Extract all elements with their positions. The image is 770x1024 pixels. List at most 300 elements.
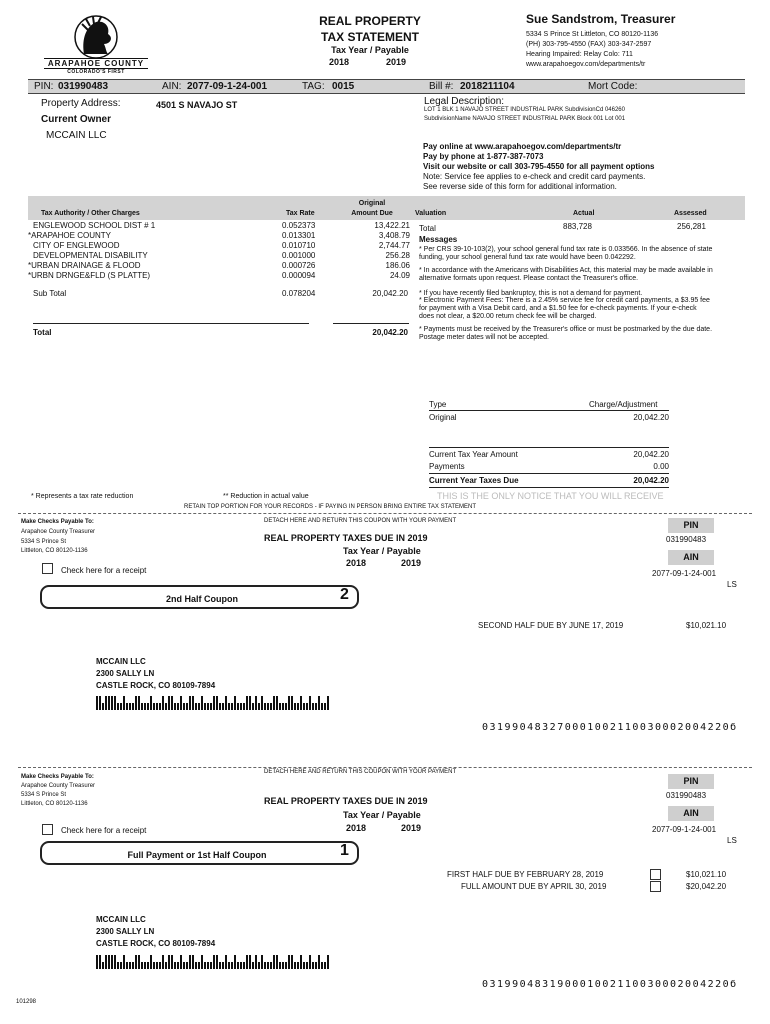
pin-value: 031990483: [58, 81, 109, 92]
barcode-bar: [267, 962, 269, 969]
payments-label: Payments: [429, 462, 465, 471]
tax-authority: *URBN DRNGE&FLD (S PLATTE): [28, 271, 151, 280]
coupon1-receipt-label: Check here for a receipt: [61, 826, 147, 835]
subtotal-rate: 0.078204: [282, 289, 316, 298]
coupon2-pin: 031990483: [666, 535, 707, 544]
total-amount: 20,042.20: [372, 328, 408, 337]
valuation-assessed: 256,281: [677, 222, 706, 231]
barcode-bar: [198, 962, 200, 969]
coupon1-mail-street: 2300 SALLY LN: [96, 927, 155, 936]
barcode-bar: [204, 703, 206, 710]
coupon2-payable-2: 5334 S Prince St: [21, 539, 67, 545]
barcode-bar: [102, 962, 104, 969]
barcode-bar: [117, 962, 119, 969]
barcode-bar: [279, 962, 281, 969]
actual-header: Actual: [573, 210, 595, 217]
barcode-bar: [159, 703, 161, 710]
tax-row: [28, 271, 413, 281]
bill-label: Bill #:: [429, 81, 454, 92]
coupon1-number: 1: [340, 842, 349, 859]
barcode-bar: [132, 962, 134, 969]
barcode-bar: [210, 962, 212, 969]
tax-year-label: Tax Year / Payable: [331, 45, 409, 55]
barcode-bar: [201, 696, 203, 710]
barcode-bar: [318, 696, 320, 710]
barcode-bar: [141, 962, 143, 969]
barcode-bar: [174, 703, 176, 710]
barcode-bar: [99, 696, 101, 710]
barcode-bar: [312, 703, 314, 710]
coupon2-ain: 2077-09-1-24-001: [652, 569, 717, 578]
messages-label: Messages: [419, 235, 458, 244]
total-label: Total: [33, 328, 52, 337]
barcode-bar: [285, 962, 287, 969]
coupon1-ain-label: AIN: [668, 806, 714, 821]
tax-authority: CITY OF ENGLEWOOD: [33, 241, 120, 250]
barcode-bar: [282, 703, 284, 710]
ain-label: AIN:: [162, 81, 182, 92]
tax-rate: 0.013301: [282, 231, 316, 240]
coupon1-tax-year-label: Tax Year / Payable: [343, 810, 421, 820]
county-logo-sub: COLORADO'S FIRST: [67, 69, 125, 75]
barcode-bar: [258, 962, 260, 969]
coupon2-number: 2: [340, 586, 349, 603]
barcode-bar: [312, 962, 314, 969]
tax-row: [28, 221, 413, 231]
subtotal-label: Sub Total: [33, 289, 67, 298]
barcode-bar: [288, 696, 290, 710]
barcode-bar: [105, 955, 107, 969]
message-electronic-fees: * Electronic Payment Fees: There is a 2.45% service fee for credit card payments, a $3.95 fee for payment with a Visa Debit card, and a $1.50 fee for e-check payments. If your e-check does not clear, a $20.00 return check fee will be charged.: [419, 297, 710, 320]
barcode-bar: [327, 696, 329, 710]
due-divider: [429, 473, 669, 474]
coupon2-mail-city: CASTLE ROCK, CO 80109-7894: [96, 681, 216, 690]
barcode-bar: [231, 962, 233, 969]
barcode-bar: [192, 696, 194, 710]
barcode-bar: [216, 696, 218, 710]
barcode-bar: [252, 703, 254, 710]
barcode-bar: [129, 703, 131, 710]
mort-code-label: Mort Code:: [588, 81, 638, 92]
barcode-bar: [225, 955, 227, 969]
county-logo-text: ARAPAHOE COUNTY: [44, 58, 148, 69]
barcode-bar: [135, 955, 137, 969]
barcode-bar: [162, 955, 164, 969]
barcode-bar: [105, 696, 107, 710]
barcode-bar: [165, 703, 167, 710]
tax-authority: DEVELOPMENTAL DISABILITY: [33, 251, 148, 260]
tax-amount: 186.06: [385, 261, 410, 270]
barcode-bar: [210, 703, 212, 710]
coupon2-receipt-label: Check here for a receipt: [61, 566, 147, 575]
coupon1-due-title: REAL PROPERTY TAXES DUE IN 2019: [264, 796, 428, 806]
barcode-bar: [168, 696, 170, 710]
coupon1-payable-3: Littleton, CO 80120-1136: [21, 801, 88, 807]
amount-header: Amount Due: [351, 210, 393, 217]
barcode-bar: [114, 696, 116, 710]
barcode-bar: [183, 703, 185, 710]
message-postmark: * Payments must be received by the Treasurer's office or must be postmarked by the due date. Postage meter dates will not be accepted.: [419, 326, 713, 341]
county-seal-icon: [44, 14, 148, 60]
coupon1-payable-2: 5334 S Prince St: [21, 792, 67, 798]
coupon2-tax-year: 2018: [346, 558, 367, 568]
barcode-bar: [108, 955, 110, 969]
treasurer-phone: (PH) 303-795-4550 (FAX) 303-347-2597: [526, 41, 652, 48]
barcode-bar: [123, 696, 125, 710]
tax-authority: ENGLEWOOD SCHOOL DIST # 1: [33, 221, 156, 230]
tax-amount: 2,744.77: [378, 241, 410, 250]
message-school-rate: * Per CRS 39-10-103(2), your school general fund tax rate is 0.033566. In the absence of state funding, your school general fund tax rate would have been 0.042292.: [419, 246, 713, 261]
coupon2-label: 2nd Half Coupon: [166, 594, 238, 604]
barcode-bar: [324, 703, 326, 710]
subtotal-amount: 20,042.20: [372, 289, 408, 298]
barcode-bar: [186, 703, 188, 710]
message-bankruptcy: * If you have recently filed bankruptcy, this is not a demand for payment.: [419, 290, 643, 297]
barcode-bar: [195, 962, 197, 969]
barcode-bar: [264, 703, 266, 710]
barcode-bar: [153, 962, 155, 969]
barcode-bar: [234, 696, 236, 710]
barcode-bar: [222, 962, 224, 969]
coupon2-ain-label: AIN: [668, 550, 714, 565]
tax-year: 2018: [329, 57, 350, 67]
barcode-bar: [309, 955, 311, 969]
coupon1-mail-city: CASTLE ROCK, CO 80109-7894: [96, 939, 216, 948]
coupon2-code: LS: [727, 580, 737, 589]
charge-type-label: Type: [429, 400, 447, 409]
barcode-bar: [306, 703, 308, 710]
barcode-bar: [276, 696, 278, 710]
barcode-bar: [315, 703, 317, 710]
barcode-bar: [144, 703, 146, 710]
amount-header-top: Original: [358, 200, 386, 207]
ain-value: 2077-09-1-24-001: [187, 81, 268, 92]
barcode-bar: [153, 703, 155, 710]
barcode-bar: [138, 696, 140, 710]
barcode-bar: [189, 696, 191, 710]
coupon1-label: Full Payment or 1st Half Coupon: [127, 850, 267, 860]
barcode-bar: [135, 696, 137, 710]
barcode-bar: [180, 696, 182, 710]
treasurer-address: 5334 S Prince St Littleton, CO 80120-1136: [526, 31, 659, 38]
coupon1-first-half-checkbox[interactable]: [650, 869, 661, 880]
coupon1-tax-year: 2018: [346, 823, 367, 833]
barcode-bar: [240, 962, 242, 969]
pin-label: PIN:: [34, 81, 54, 92]
statement-title-1: REAL PROPERTY: [319, 14, 421, 28]
barcode-bar: [270, 703, 272, 710]
barcode-bar: [126, 962, 128, 969]
coupon1-payable-year: 2019: [401, 823, 422, 833]
tax-row: [28, 251, 413, 261]
legal-description-1: LOT 1 BLK 1 NAVAJO STREET INDUSTRIAL PARK SubdivisionCd 046260: [424, 107, 625, 113]
tax-amount: 3,408.79: [378, 231, 410, 240]
coupon1-full-checkbox[interactable]: [650, 881, 661, 892]
barcode-bar: [285, 703, 287, 710]
barcode-bar: [258, 703, 260, 710]
coupon1-scanline: 031990483190001002110030002004220б: [482, 979, 738, 990]
coupon1-pin: 031990483: [666, 791, 707, 800]
tax-rate: 0.001000: [282, 251, 316, 260]
barcode-bar: [270, 962, 272, 969]
barcode-bar: [195, 703, 197, 710]
coupon1-first-half-due: FIRST HALF DUE BY FEBRUARY 28, 2019: [447, 870, 604, 879]
coupon2-due-title: REAL PROPERTY TAXES DUE IN 2019: [264, 533, 428, 543]
assessed-header: Assessed: [674, 210, 707, 217]
coupon1-payable-label: Make Checks Payable To:: [21, 774, 94, 780]
barcode-bar: [99, 955, 101, 969]
coupon2-receipt-checkbox[interactable]: [42, 563, 53, 574]
treasurer-web[interactable]: www.arapahoegov.com/departments/tr: [526, 61, 646, 68]
coupon1-code: LS: [727, 836, 737, 845]
coupon1-full-due: FULL AMOUNT DUE BY APRIL 30, 2019: [461, 882, 607, 891]
barcode-bar: [264, 962, 266, 969]
barcode-bar: [114, 955, 116, 969]
tax-amount: 24.09: [389, 271, 410, 280]
barcode-bar: [180, 955, 182, 969]
barcode-bar: [291, 696, 293, 710]
barcode-bar: [273, 696, 275, 710]
legal-description-2: SubdivisionName NAVAJO STREET INDUSTRIAL PARK Block 001 Lot 001: [424, 116, 626, 122]
charge-adjustment-label: Charge/Adjustment: [589, 400, 658, 409]
barcode-bar: [294, 962, 296, 969]
form-number: 101298: [16, 999, 37, 1005]
barcode-bar: [171, 696, 173, 710]
barcode-bar: [96, 955, 98, 969]
tax-row: [28, 231, 413, 241]
barcode-bar: [171, 955, 173, 969]
tag-label: TAG:: [302, 81, 325, 92]
coupon2-payable-1: Arapahoe County Treasurer: [21, 529, 96, 535]
barcode-bar: [162, 696, 164, 710]
barcode-bar: [237, 962, 239, 969]
barcode-bar: [150, 955, 152, 969]
barcode-bar: [288, 955, 290, 969]
barcode-bar: [120, 962, 122, 969]
barcode-bar: [273, 955, 275, 969]
tax-amount: 13,422.21: [374, 221, 410, 230]
barcode-bar: [315, 962, 317, 969]
barcode-bar: [306, 962, 308, 969]
barcode-bar: [219, 962, 221, 969]
barcode-bar: [177, 962, 179, 969]
barcode-bar: [324, 962, 326, 969]
reverse-side-note: See reverse side of this form for additional information.: [423, 182, 617, 191]
authority-header: Tax Authority / Other Charges: [41, 210, 140, 217]
barcode-bar: [177, 703, 179, 710]
coupon2-detach-text: DETACH HERE AND RETURN THIS COUPON WITH YOUR PAYMENT: [264, 518, 457, 524]
barcode-bar: [279, 703, 281, 710]
treasurer-name: Sue Sandstrom, Treasurer: [526, 12, 676, 26]
barcode-bar: [231, 703, 233, 710]
current-amount-divider: [429, 447, 669, 448]
barcode-bar: [111, 696, 113, 710]
total-divider-left: [33, 323, 309, 324]
current-taxes-due-label: Current Year Taxes Due: [429, 476, 519, 485]
coupon2-mail-name: MCCAIN LLC: [96, 657, 146, 666]
coupon2-payable-label: Make Checks Payable To:: [21, 519, 94, 525]
barcode-bar: [102, 703, 104, 710]
tax-amount: 256.28: [385, 251, 410, 260]
rate-reduction-note: * Represents a tax rate reduction: [31, 493, 134, 500]
charge-original-label: Original: [429, 413, 457, 422]
coupon2-tax-year-label: Tax Year / Payable: [343, 546, 421, 556]
barcode-bar: [261, 955, 263, 969]
barcode-bar: [96, 696, 98, 710]
treasurer-hearing: Hearing Impaired: Relay Colo: 711: [526, 51, 633, 58]
valuation-header: Valuation: [415, 210, 447, 217]
coupon1-payable-1: Arapahoe County Treasurer: [21, 783, 96, 789]
barcode-bar: [204, 962, 206, 969]
tax-authority: *URBAN DRAINAGE & FLOOD: [28, 261, 141, 270]
coupon2-pin-label: PIN: [668, 518, 714, 533]
barcode-bar: [111, 955, 113, 969]
pay-phone: Pay by phone at 1-877-387-7073: [423, 152, 544, 161]
detach-line-1: [18, 513, 752, 514]
barcode-bar: [141, 703, 143, 710]
barcode-bar: [138, 955, 140, 969]
current-tax-year-amount: 20,042.20: [633, 450, 669, 459]
tax-rows: [28, 221, 413, 283]
property-address: 4501 S NAVAJO ST: [156, 100, 238, 110]
barcode-bar: [228, 962, 230, 969]
barcode-bar: [168, 955, 170, 969]
current-taxes-due-amount: 20,042.20: [633, 476, 669, 485]
barcode-bar: [276, 955, 278, 969]
barcode-bar: [234, 955, 236, 969]
barcode-bar: [255, 955, 257, 969]
tag-value: 0015: [332, 81, 355, 92]
only-notice: THIS IS THE ONLY NOTICE THAT YOU WILL RECEIVE: [437, 491, 664, 501]
barcode-bar: [303, 703, 305, 710]
barcode-bar: [297, 703, 299, 710]
barcode-bar: [207, 962, 209, 969]
bill-value: 2018211104: [460, 81, 515, 92]
coupon1-ain: 2077-09-1-24-001: [652, 825, 717, 834]
barcode-bar: [150, 696, 152, 710]
barcode-bar: [297, 962, 299, 969]
barcode-bar: [132, 703, 134, 710]
barcode-bar: [225, 696, 227, 710]
barcode-bar: [183, 962, 185, 969]
barcode-bar: [249, 955, 251, 969]
coupon2-postal-barcode: [96, 696, 329, 710]
barcode-bar: [216, 955, 218, 969]
tax-rate: 0.000094: [282, 271, 316, 280]
tax-rate: 0.000726: [282, 261, 316, 270]
barcode-bar: [156, 703, 158, 710]
legal-description-label: Legal Description:: [424, 96, 505, 107]
current-tax-year-label: Current Tax Year Amount: [429, 450, 518, 459]
barcode-bar: [237, 703, 239, 710]
payable-year: 2019: [386, 57, 407, 67]
barcode-bar: [186, 962, 188, 969]
barcode-bar: [267, 703, 269, 710]
barcode-bar: [303, 962, 305, 969]
message-ada: * In accordance with the Americans with Disabilities Act, this material may be made available in alternative formats upon request. Please contact the Treasurer's office.: [419, 267, 713, 282]
current-owner-label: Current Owner: [41, 114, 112, 125]
barcode-bar: [165, 962, 167, 969]
barcode-bar: [219, 703, 221, 710]
barcode-bar: [294, 703, 296, 710]
barcode-bar: [159, 962, 161, 969]
barcode-bar: [174, 962, 176, 969]
coupon1-receipt-checkbox[interactable]: [42, 824, 53, 835]
barcode-bar: [117, 703, 119, 710]
barcode-bar: [201, 955, 203, 969]
barcode-bar: [309, 696, 311, 710]
visit-website: Visit our website or call 303-795-4550 for all payment options: [423, 162, 655, 171]
barcode-bar: [252, 962, 254, 969]
county-logo: [44, 14, 148, 76]
total-divider-right: [333, 323, 409, 324]
barcode-bar: [243, 962, 245, 969]
coupon2-payable-3: Littleton, CO 80120-1136: [21, 548, 88, 554]
detach-line-2: [18, 767, 752, 768]
barcode-bar: [318, 955, 320, 969]
barcode-bar: [147, 962, 149, 969]
due-divider-bottom: [429, 487, 669, 488]
coupon1-pin-label: PIN: [668, 774, 714, 789]
coupon1-full-amount: $20,042.20: [686, 882, 727, 891]
property-address-label: Property Address:: [41, 98, 121, 109]
charge-original-amount: 20,042.20: [633, 413, 669, 422]
coupon2-due-line: SECOND HALF DUE BY JUNE 17, 2019: [478, 621, 624, 630]
barcode-bar: [321, 962, 323, 969]
barcode-bar: [129, 962, 131, 969]
tax-authority: *ARAPAHOE COUNTY: [28, 231, 111, 240]
barcode-bar: [222, 703, 224, 710]
tax-rate: 0.010710: [282, 241, 316, 250]
barcode-bar: [327, 955, 329, 969]
barcode-bar: [246, 696, 248, 710]
barcode-bar: [291, 955, 293, 969]
coupon2-payable-year: 2019: [401, 558, 422, 568]
coupon1-first-half-amount: $10,021.10: [686, 870, 727, 879]
retain-top-portion: RETAIN TOP PORTION FOR YOUR RECORDS - IF PAYING IN PERSON BRING ENTIRE TAX STATEMENT: [184, 504, 477, 510]
coupon2-due-amount: $10,021.10: [686, 621, 727, 630]
valuation-actual: 883,728: [563, 222, 592, 231]
rate-header: Tax Rate: [286, 210, 315, 217]
tax-rate: 0.052373: [282, 221, 316, 230]
barcode-bar: [243, 703, 245, 710]
barcode-bar: [261, 696, 263, 710]
coupon1-mail-name: MCCAIN LLC: [96, 915, 146, 924]
actual-reduction-note: ** Reduction in actual value: [223, 493, 309, 500]
barcode-bar: [321, 703, 323, 710]
coupon1-postal-barcode: [96, 955, 329, 969]
barcode-bar: [246, 955, 248, 969]
valuation-total-label: Total: [419, 224, 436, 233]
barcode-bar: [300, 696, 302, 710]
current-owner: MCCAIN LLC: [46, 130, 107, 141]
barcode-bar: [240, 703, 242, 710]
service-fee-note: Note: Service fee applies to e-check and credit card payments.: [423, 172, 646, 181]
barcode-bar: [156, 962, 158, 969]
barcode-bar: [207, 703, 209, 710]
barcode-bar: [282, 962, 284, 969]
barcode-bar: [249, 696, 251, 710]
coupon2-mail-street: 2300 SALLY LN: [96, 669, 155, 678]
barcode-bar: [120, 703, 122, 710]
barcode-bar: [228, 703, 230, 710]
barcode-bar: [213, 696, 215, 710]
statement-title-2: TAX STATEMENT: [321, 30, 419, 44]
barcode-bar: [189, 955, 191, 969]
barcode-bar: [198, 703, 200, 710]
barcode-bar: [123, 955, 125, 969]
barcode-bar: [108, 696, 110, 710]
